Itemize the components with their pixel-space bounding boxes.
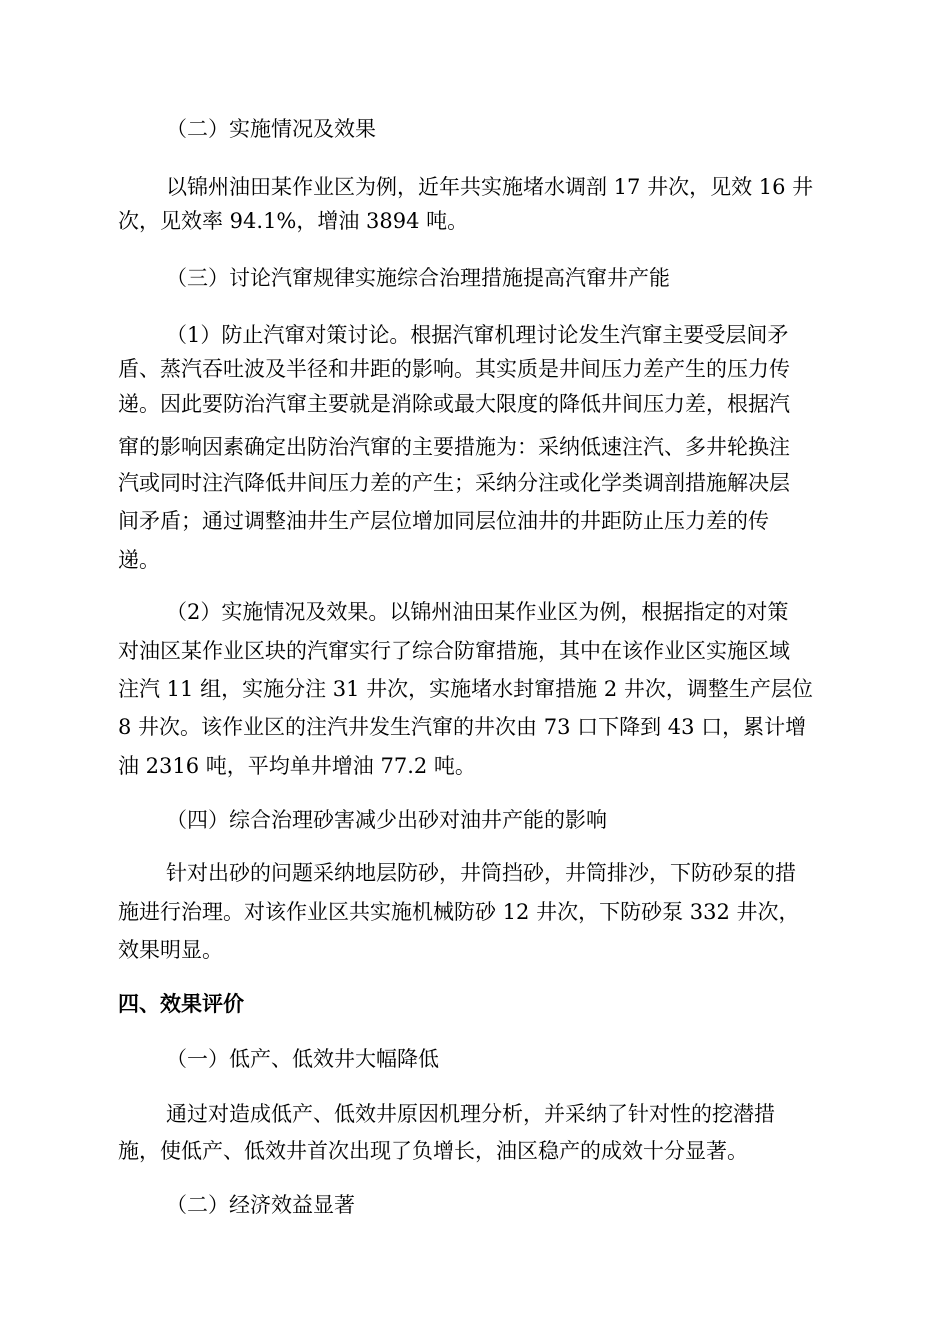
paragraph-line: 注汽 11 组，实施分注 31 井次，实施堵水封窜措施 2 井次，调整生产层位	[118, 677, 813, 701]
sub-heading-low-yield: （一）低产、低效井大幅降低	[166, 1047, 439, 1071]
paragraph-line: 窜的影响因素确定出防治汽窜的主要措施为：采纳低速注汽、多井轮换注	[118, 435, 790, 459]
sub-heading-economic: （二）经济效益显著	[166, 1193, 355, 1217]
section-heading-evaluation: 四、效果评价	[118, 992, 244, 1016]
paragraph-line: 递。因此要防治汽窜主要就是消除或最大限度的降低井间压力差，根据汽	[118, 392, 790, 416]
paragraph-line: 效果明显。	[118, 938, 223, 962]
paragraph-line: 对油区某作业区块的汽窜实行了综合防窜措施，其中在该作业区实施区域	[118, 639, 790, 663]
paragraph-line: 通过对造成低产、低效井原因机理分析，并采纳了针对性的挖潜措	[166, 1102, 775, 1126]
sub-heading-implementation: （二）实施情况及效果	[166, 117, 376, 141]
paragraph-line: 针对出砂的问题采纳地层防砂，井筒挡砂，井筒排沙，下防砂泵的措	[166, 861, 796, 885]
sub-heading-steam-channeling: （三）讨论汽窜规律实施综合治理措施提高汽窜井产能	[166, 266, 670, 290]
paragraph-line: 施进行治理。对该作业区共实施机械防砂 12 井次，下防砂泵 332 井次，	[118, 900, 800, 924]
paragraph-line: 以锦州油田某作业区为例，近年共实施堵水调剖 17 井次，见效 16 井	[166, 175, 814, 199]
paragraph-line: 次，见效率 94.1%，增油 3894 吨。	[118, 209, 469, 233]
paragraph-line: 8 井次。该作业区的注汽井发生汽窜的井次由 73 口下降到 43 口，累计增	[118, 715, 807, 739]
paragraph-line: 递。	[118, 548, 160, 572]
sub-heading-sand-control: （四）综合治理砂害减少出砂对油井产能的影响	[166, 808, 607, 832]
paragraph-line: 施，使低产、低效井首次出现了负增长，油区稳产的成效十分显著。	[118, 1139, 748, 1163]
paragraph-line: （1）防止汽窜对策讨论。根据汽窜机理讨论发生汽窜主要受层间矛	[166, 323, 789, 347]
paragraph-line: 汽或同时注汽降低井间压力差的产生；采纳分注或化学类调剖措施解决层	[118, 471, 790, 495]
paragraph-line: 油 2316 吨，平均单井增油 77.2 吨。	[118, 754, 476, 778]
paragraph-line: （2）实施情况及效果。以锦州油田某作业区为例，根据指定的对策	[166, 600, 789, 624]
paragraph-line: 盾、蒸汽吞吐波及半径和井距的影响。其实质是井间压力差产生的压力传	[118, 357, 790, 381]
paragraph-line: 间矛盾；通过调整油井生产层位增加同层位油井的井距防止压力差的传	[118, 509, 769, 533]
